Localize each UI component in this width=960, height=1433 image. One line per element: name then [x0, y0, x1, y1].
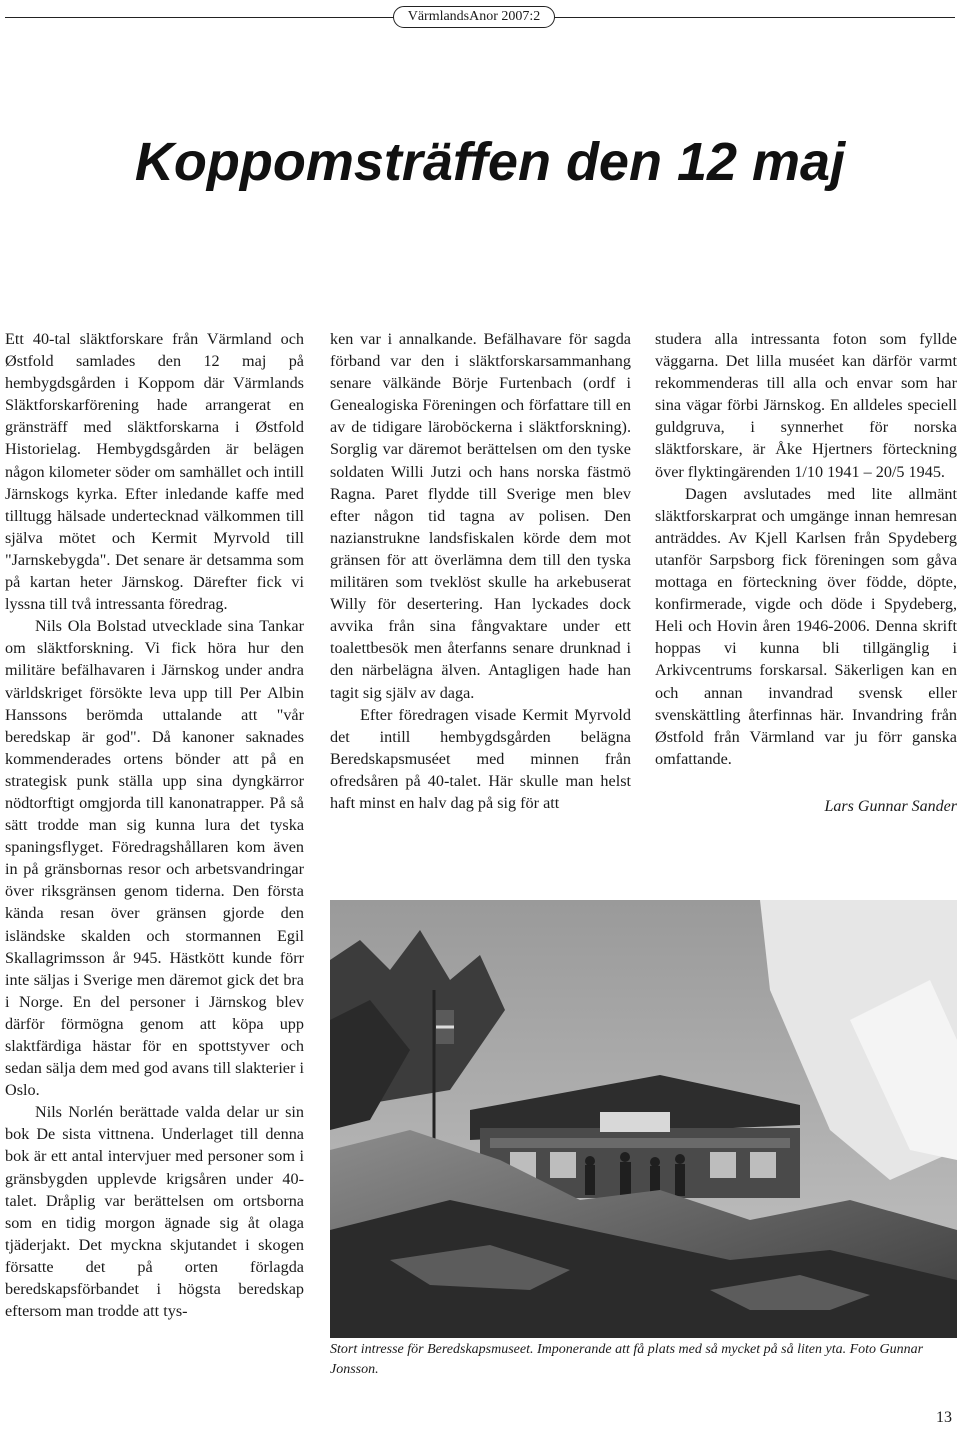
column-3: [655, 328, 957, 848]
article-title: Koppomsträffen den 12 maj: [134, 132, 846, 192]
column-2: [330, 328, 631, 868]
col1-paragraph-2: Nils Ola Bolstad utvecklade sina Tankar om släktforskning. Vi fick höra hur den militäre befälhavaren i Järnskog under andra världskriget försökte leva upp till Per Albin Hanssons berömda uttalande att "vår beredskap är god". Då kanoner saknades kommenderades ortens bönder att på en strategisk punk ställa upp sina dyngkärror nödtorftigt omgjorda till kanonatrapper. På så sätt trodde man sig kunna lura det tyska spaningsflyget. Föredragshållaren kom även in på gränsbornas resor och arbetsvandringar över riksgränsen genom tiderna. Den första kända resan över gränsen gjorde den isländske skalden och stormannen Egil Skallagrimsson år 945. Hästkött kunde förr inte säljas i Sverige men däremot gick det bra i Norge. En del personer i Järnskog blev därför förmögna genom att köpa upp slaktfärdiga hästar för en spottstyver och sedan sälja dem med god avans till slakterier i Oslo.: [5, 617, 304, 1100]
col1-paragraph-1: Ett 40-tal släktforskare från Värmland och Østfold samlades den 12 maj på hembygdsgården i Koppom där Värmlands Släktforskarförening hade arrangerat en gränsträff med släktforskarna i Østfold Historielag. Hembygdsgården är belägen någon kilometer söder om samhället och intill Järnskogs kyrka. Efter inledande kaffe med tilltugg hälsade undertecknad välkommen till själva mötet och Kermit Myrvold till "Jarnskebygda". Det senare är detsamma som på kartan heter Järnskog. Därefter fick vi lyssna till två intressanta föredrag.: [5, 330, 304, 614]
museum-photo-image: [330, 900, 957, 1338]
journal-header: VärmlandsAnor 2007:2: [393, 6, 555, 28]
author-byline: Lars Gunnar Sander: [824, 797, 957, 815]
col2-paragraph-1: ken var i annalkande. Befälhavare för sagda förband var den i släktforskarsammanhang senare välkände Börje Furtenbach (ordf i Genealogiska Föreningen och författare till en av de tidigare läroböckerna i släktforskning). Sorglig var däremot berättelsen om den tyske soldaten Willi Jutzi och hans norska fästmö Ragna. Paret flydde till Sverige men blev efter någon tid tagna av polisen. Den nazianstrukne landsfiskalen körde dem mot gränsen för att överlämna dem till den tyska militären som tveklöst skulle ha arkebuserat Willy för desertering. Han lyckades dock avvika från sina fångvaktare under ett toalettbesök men återfanns senare drunknad i den närbelägna älven. Antagligen hade han tagit sig själv av daga.: [330, 330, 631, 702]
col1-paragraph-3: Nils Norlén berättade valda delar ur sin bok De sista vittnena. Underlaget till denna bok är ett antal intervjuer med personer som i gränsbygden upplevde krigsåren under 40-talet. Dråplig var berättelsen om ortsborna som en tidig morgon ägnade sig åt olaga tjäderjakt. Det myckna skjutandet i skogen försatte det på orten förlagda beredskapsförbandet i högsta beredskap eftersom man trodde att tys-: [5, 1103, 304, 1321]
col2-paragraph-2: Efter föredragen visade Kermit Myrvold det intill hembygdsgården belägna Beredskapsmuséet med minnen från ofredsåren på 40-talet. Här skulle man helst haft minst en halv dag på sig för att: [330, 705, 631, 812]
col3-paragraph-2: Dagen avslutades med lite allmänt släktforskarprat och umgänge innan hemresan anträddes. Av Kjell Karlsen från Spydeberg utanför Sarpsborg fick föreningen som gåva mottaga en förteckning över födde, döpte, konfirmerade, vigde och döde i Spydeberg, Heli och Hovin åren 1946-2006. Denna skrift hoppas vi kunna bli tillgänglig i Arkivcentrums forskarsal. Säkerligen kan en och annan invandrad svensk eller svenskättling återfinnas här. Invandring från Østfold från Värmland var ju förr ganska omfattande.: [655, 484, 957, 768]
col3-paragraph-1: studera alla intressanta foton som fyllde väggarna. Det lilla muséet kan därför varmt rekommenderas till alla och envar som har sina vägar förbi Järnskog. En alldeles speciell guldgruva, i synnerhet för norska släktforskare, är Åke Hjertners förteckning över flyktingärenden 1/10 1941 – 20/5 1945.: [655, 330, 957, 481]
photo-caption: Stort intresse för Beredskapsmuseet. Imponerande att få plats med så mycket på så liten yta. Foto Gunnar Jonsson.: [330, 1342, 924, 1377]
page-number: 13: [936, 1409, 952, 1426]
column-1: [5, 328, 304, 1383]
museum-photo: [330, 900, 957, 1338]
